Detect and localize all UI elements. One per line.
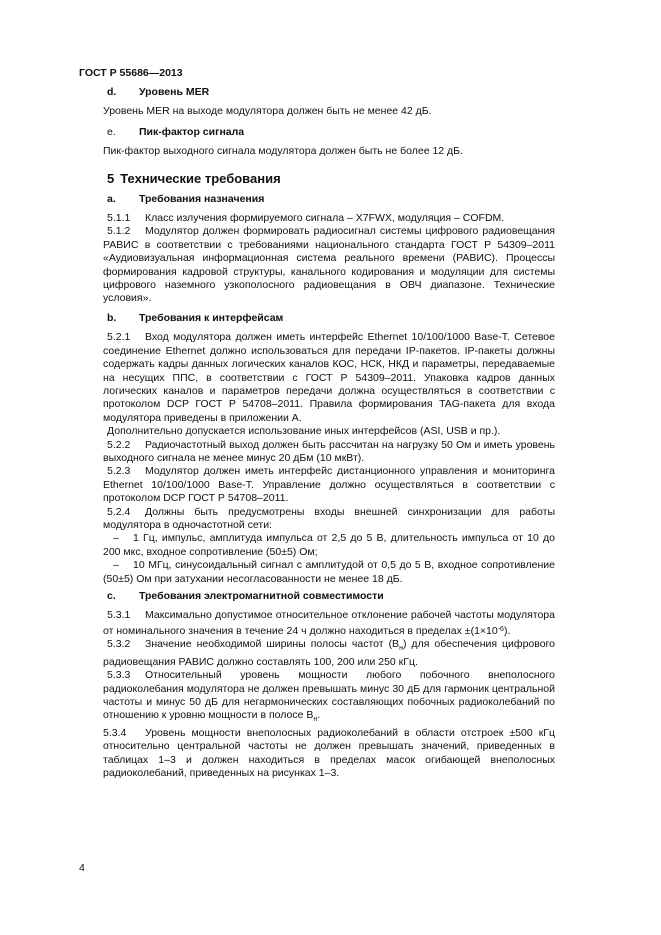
paragraph-5-1-1: 5.1.1 Класс излучения формируемого сигнала – X7FWX, модуляция – COFDM. (107, 212, 505, 225)
list-item-sync-1hz: – 1 Гц, импульс, амплитуда импульса от 2,5 до 5 В, длительность импульса от 10 до 200 мкс, входное сопротивление (50±5) Ом; (103, 532, 555, 558)
paragraph-peak-factor: Пик-фактор выходного сигнала модулятора должен быть не более 12 дБ. (103, 145, 463, 158)
paragraph-5-1-2: 5.1.2 Модулятор должен формировать радиосигнал системы цифрового радиовещания РАВИС в соответствии с требованиями национального стандарта ГОСТ Р 54309–2011 «Аудиовизуальная информационная система реального времени (РАВИС). Процессы формирования кадровой структуры, канального кодирования и модуляции для системы цифрового наземного узкополосного радиовещания в ОВЧ диапазоне. Технические условия». (103, 225, 555, 305)
paragraph-5-3-3: 5.3.3 Относительный уровень мощности любого побочного внеполосного радиоколебания модулятора не должен превышать минус 30 дБ для гармоник центральной частоты и минус 50 дБ для негармонических составляющих побочных радиоколебаний по отношению к уровню мощности в полосе $В_н$. (103, 669, 555, 724)
paragraph-5-3-1: 5.3.1 Максимально допустимое относительное отклонение рабочей частоты модулятора от номинального значения в течение 24 ч должно находиться в пределах $\pm(1\times 10^{-6})$. (103, 609, 555, 637)
document-body (103, 86, 555, 780)
paragraph-5-2-1: 5.2.1 Вход модулятора должен иметь интерфейс Ethernet 10/100/1000 Base-T. Сетевое соединение Ethernet должно использоваться для передачи IP-пакетов. IP-пакеты должны содержать кадры данных логических каналов КОС, НСК, НКД и параметры, передаваемые на несущих ППС, в соответствии с ГОСТ Р 54309–2011. Упаковка кадров данных логических каналов и параметров передачи должна осуществляться в соответствии с протоколом DCP ГОСТ Р 54708–2011. Правила формирования TAG-пакета для входа модулятора приведены в приложении А. (103, 331, 555, 424)
paragraph-5-2-3: 5.2.3 Модулятор должен иметь интерфейс дистанционного управления и мониторинга Ethernet 10/100/1000 Base-T. Управление должно осуществляться в соответствии с протоколом DCP ГОСТ Р 54708–2011. (103, 465, 555, 505)
subsection-b-heading: b. Требования к интерфейсам (107, 311, 284, 324)
document-header: ГОСТ Р 55686—2013 (79, 67, 183, 79)
paragraph-mer: Уровень MER на выходе модулятора должен быть не менее 42 дБ. (103, 105, 432, 118)
subsection-e-heading: e. Пик-фактор сигнала (107, 125, 245, 138)
paragraph-5-2-4: 5.2.4 Должны быть предусмотрены входы внешней синхронизации для работы модулятора в одночастотной сети: (103, 505, 555, 531)
subsection-d-heading: d. Уровень MER (107, 86, 210, 98)
paragraph-additional-interfaces: Дополнительно допускается использование иных интерфейсов (ASI, USB и пр.). (107, 425, 501, 438)
paragraph-5-3-2: 5.3.2 Значение необходимой ширины полосы частот $(В_н)$ для обеспечения цифрового радиовещания РАВИС должно составлять 100, 200 или 250 кГц. (103, 638, 555, 668)
paragraph-5-3-4: 5.3.4 Уровень мощности внеполосных радиоколебаний в области отстроек ±500 кГц относительно центральной частоты не должен превышать значений, приведенных в таблицах 1–3 и должен находиться в пределах масок огибающей внеполосных радиоколебаний, приведенных на рисунках 1–3. (103, 726, 555, 780)
paragraph-5-2-2: 5.2.2 Радиочастотный выход должен быть рассчитан на нагрузку 50 Ом и иметь уровень выходного сигнала не менее минус 20 дБм (10 мкВт). (103, 438, 555, 464)
list-item-sync-10mhz: – 10 МГц, синусоидальный сигнал с амплитудой от 0,5 до 5 В, входное сопротивление (50±5) Ом при затухании несогласованности не менее 18 дБ. (103, 559, 555, 585)
subsection-a-heading: a. Требования назначения (107, 192, 265, 205)
page-number: 4 (79, 862, 85, 874)
subsection-c-heading: c. Требования электромагнитной совместимости (107, 590, 384, 602)
section-5-heading: 5 Технические требования (107, 170, 281, 186)
